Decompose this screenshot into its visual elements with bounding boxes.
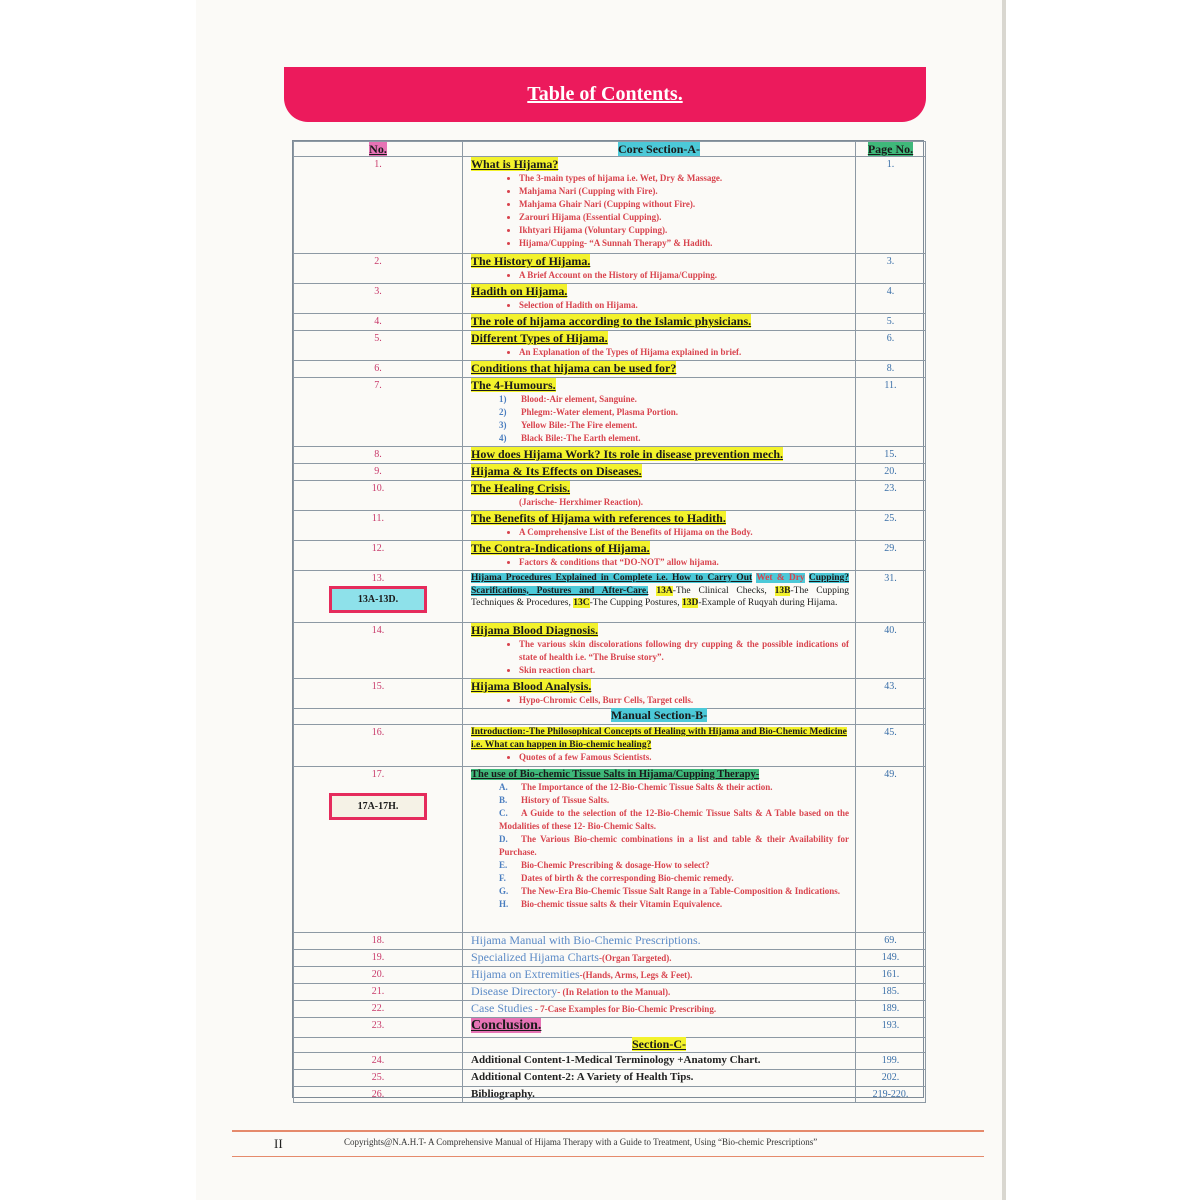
sub-item: G. The New-Era Bio-Chemic Tissue Salt Range in a Table-Composition & Indications. [499,886,840,896]
humour-item: 3) Yellow Bile:-The Fire element. [499,420,638,430]
sub-key: 13A [656,585,673,596]
row-title[interactable]: Bibliography. [471,1088,535,1100]
row-note: -(Organ Targeted). [598,953,672,963]
section-header-row [294,1038,926,1053]
footer-copyright: Copyrights@N.A.H.T- A Comprehensive Manual of Hijama Therapy with a Guide to Treatment, Using “Bio-chemic Prescriptions” [344,1137,818,1147]
row-title-red: Wet & Dry [756,573,805,583]
toc-row [294,725,926,767]
sub-item: (Jarische- Herxhimer Reaction). [519,497,644,507]
toc-row [294,571,926,623]
row-number: 2. [294,254,463,284]
row-number: 24. [294,1053,463,1070]
page-number: 69. [856,933,926,950]
sub-item: C. A Guide to the selection of the 12-Bio-Chemic Tissue Salts & A Table based on the Modalities of these 12- Bio-Chemic Salts. [499,808,849,831]
sub-item: • An Explanation of the Types of Hijama explained in brief. [519,346,849,359]
sub-text: -The Cupping Techniques & Procedures, [471,585,849,608]
section-tag[interactable]: 13A-13D. [329,586,427,613]
sub-item: • A Comprehensive List of the Benefits of Hijama on the Body. [519,526,849,539]
toc-row [294,623,926,679]
row-number: 15. [294,679,463,709]
row-number: 14. [294,623,463,679]
banner-title: Table of Contents. [527,83,683,105]
footer-rule-top [232,1130,984,1132]
row-title[interactable]: Conclusion. [471,1018,542,1033]
row-title[interactable]: The 4-Humours. [471,378,556,392]
row-title[interactable]: Specialized Hijama Charts [471,950,599,964]
row-number: 4. [294,314,463,331]
row-title[interactable]: Hijama on Extremities [471,967,580,981]
sub-item: E. Bio-Chemic Prescribing & dosage-How to select? [499,860,710,870]
sub-item: H. Bio-chemic tissue salts & their Vitamin Equivalence. [499,899,723,909]
page-number: 43. [856,679,926,709]
row-number: 16. [294,725,463,767]
toc-row [294,1053,926,1070]
sub-item: F. Dates of birth & the corresponding Bio-chemic remedy. [499,873,734,883]
row-number: 9. [294,464,463,481]
row-number: 21. [294,984,463,1001]
page-number: 185. [856,984,926,1001]
toc-row [294,314,926,331]
page-number: 25. [856,511,926,541]
toc-row [294,950,926,967]
sub-item: • Mahjama Ghair Nari (Cupping without Fire). [519,198,849,211]
row-title[interactable]: Introduction:-The Philosophical Concepts of Healing with Hijama and Bio-Chemic Medicine i.e. What can happen in Bio-chemic healing? [471,727,847,750]
sub-item: • Selection of Hadith on Hijama. [519,299,849,312]
row-number: 8. [294,447,463,464]
sub-item: • Hijama/Cupping- “A Sunnah Therapy” & Hadith. [519,237,849,250]
row-title[interactable]: The role of hijama according to the Islamic physicians. [471,314,752,328]
page-number: 8. [856,361,926,378]
row-number: 23. [294,1018,463,1038]
section-header-row [294,709,926,725]
sub-item: • The 3-main types of hijama i.e. Wet, Dry & Massage. [519,172,849,185]
page-number: 161. [856,967,926,984]
page-number: 189. [856,1001,926,1018]
page-number: 29. [856,541,926,571]
toc-row [294,767,926,933]
toc-row [294,284,926,314]
sub-item: • Mahjama Nari (Cupping with Fire). [519,185,849,198]
toc-row [294,1070,926,1087]
sub-text: -The Cupping Postures, [589,598,680,608]
row-number: 26. [294,1087,463,1103]
row-title[interactable]: What is Hijama? [471,157,559,171]
manual-section-heading: Manual Section-B- [610,708,708,722]
page-number: 20. [856,464,926,481]
sub-item: • Ikhtyari Hijama (Voluntary Cupping). [519,224,849,237]
row-title[interactable]: Hijama Procedures Explained in Complete i.e. How to Carry Out [471,573,753,583]
page-margin [1006,0,1200,1200]
row-note: - 7-Case Examples for Bio-Chemic Prescribing. [532,1004,717,1014]
row-title[interactable]: Hijama & Its Effects on Diseases. [471,464,642,478]
humour-item: 4) Black Bile:-The Earth element. [499,433,641,443]
row-number: 3. [294,284,463,314]
row-title[interactable]: Conditions that hijama can be used for? [471,361,677,375]
sub-key: 13B [774,585,791,596]
toc-row [294,967,926,984]
row-number: 22. [294,1001,463,1018]
page-number: 6. [856,331,926,361]
row-number: 20. [294,967,463,984]
row-title[interactable]: Different Types of Hijama. [471,331,608,345]
row-title[interactable]: The Contra-Indications of Hijama. [471,541,650,555]
toc-row [294,933,926,950]
toc-row [294,511,926,541]
sub-item: • A Brief Account on the History of Hijama/Cupping. [519,269,849,282]
toc-row [294,1018,926,1038]
row-title[interactable]: The Benefits of Hijama with references to Hadith. [471,511,726,525]
sub-item: • The various skin discolorations following dry cupping & the possible indications of state of health i.e. “The Bruise story”. [519,638,849,664]
page-number: 202. [856,1070,926,1087]
row-title[interactable]: Hadith on Hijama. [471,284,568,298]
footer-page-number: II [274,1136,283,1151]
page-number: 149. [856,950,926,967]
sub-item: A. The Importance of the 12-Bio-Chemic Tissue Salts & their action. [499,782,773,792]
row-title[interactable]: The Healing Crisis. [471,481,571,495]
row-number: 17. [371,769,385,780]
row-number: 6. [294,361,463,378]
toc-table [292,140,924,1098]
page-number: 31. [856,571,926,623]
toc-row [294,481,926,511]
row-title[interactable]: Additional Content-1-Medical Terminology +Anatomy Chart. [471,1054,761,1066]
row-title[interactable]: How does Hijama Work? Its role in disease prevention mech. [471,447,783,461]
page-number: 199. [856,1053,926,1070]
toc-row [294,679,926,709]
page-number: 219-220. [856,1087,926,1103]
page-number: 45. [856,725,926,767]
header-no: No. [369,142,387,156]
toc-row [294,331,926,361]
sub-key: 13C [573,598,590,608]
footer-rule-bottom [232,1156,984,1157]
row-note: -(Hands, Arms, Legs & Feet). [579,970,693,980]
page-number: 1. [856,157,926,254]
header-page-no: Page No. [867,142,914,156]
sub-item: • Factors & conditions that “DO-NOT” allow hijama. [519,556,849,569]
page-number: 49. [856,767,926,933]
row-number: 11. [294,511,463,541]
section-tag[interactable]: 17A-17H. [329,793,428,820]
sub-text: -The Clinical Checks, [672,585,767,596]
toc-row [294,157,926,254]
sub-text: -Example of Ruqyah during Hijama. [698,598,838,608]
row-title[interactable]: Case Studies [471,1001,533,1015]
header-row [294,142,926,157]
toc-row [294,984,926,1001]
page-number: 4. [856,284,926,314]
page-number: 11. [856,378,926,447]
row-number: 5. [294,331,463,361]
row-note: - (In Relation to the Manual). [557,987,671,997]
toc-row [294,361,926,378]
row-title[interactable]: Hijama Blood Diagnosis. [471,623,599,637]
humour-item: 1) Blood:-Air element, Sanguine. [499,394,637,404]
toc-banner [284,67,926,122]
sub-item: • Hypo-Chromic Cells, Burr Cells, Target cells. [519,694,849,707]
toc-row [294,464,926,481]
sub-item: • Zarouri Hijama (Essential Cupping). [519,211,849,224]
page-number: 193. [856,1018,926,1038]
toc-row [294,541,926,571]
sub-item: • Skin reaction chart. [519,664,849,677]
row-number: 18. [294,933,463,950]
row-number: 7. [294,378,463,447]
toc-row [294,254,926,284]
row-number: 12. [294,541,463,571]
row-title[interactable]: The History of Hijama. [471,254,591,268]
row-number: 10. [294,481,463,511]
row-number: 25. [294,1070,463,1087]
row-title[interactable]: Hijama Blood Analysis. [471,679,592,693]
toc-row [294,1001,926,1018]
row-number: 1. [294,157,463,254]
row-number: 19. [294,950,463,967]
toc-row [294,447,926,464]
page-number: 15. [856,447,926,464]
row-title[interactable]: Additional Content-2: A Variety of Health Tips. [471,1071,694,1083]
row-title[interactable]: Disease Directory [471,984,558,998]
page-number: 40. [856,623,926,679]
row-title-cont: Cupping? Scarifications, Postures and After-Care. [471,573,849,596]
page-number: 5. [856,314,926,331]
sub-item: B. History of Tissue Salts. [499,795,610,805]
section-c-heading: Section-C- [632,1037,686,1051]
row-number: 13. [371,573,385,584]
toc-row [294,1087,926,1103]
header-core-section: Core Section-A- [617,142,701,156]
sub-item: D. The Various Bio-chemic combinations in a list and table & their Availability for Purchase. [499,834,849,857]
sub-item: • Quotes of a few Famous Scientists. [519,751,849,764]
sub-key: 13D [681,598,699,608]
humour-item: 2) Phlegm:-Water element, Plasma Portion. [499,407,679,417]
row-title[interactable]: The use of Bio-chemic Tissue Salts in Hijama/Cupping Therapy- [471,769,760,780]
page-number: 23. [856,481,926,511]
page-number: 3. [856,254,926,284]
row-title[interactable]: Hijama Manual with Bio-Chemic Prescriptions. [471,933,701,947]
toc-row [294,378,926,447]
